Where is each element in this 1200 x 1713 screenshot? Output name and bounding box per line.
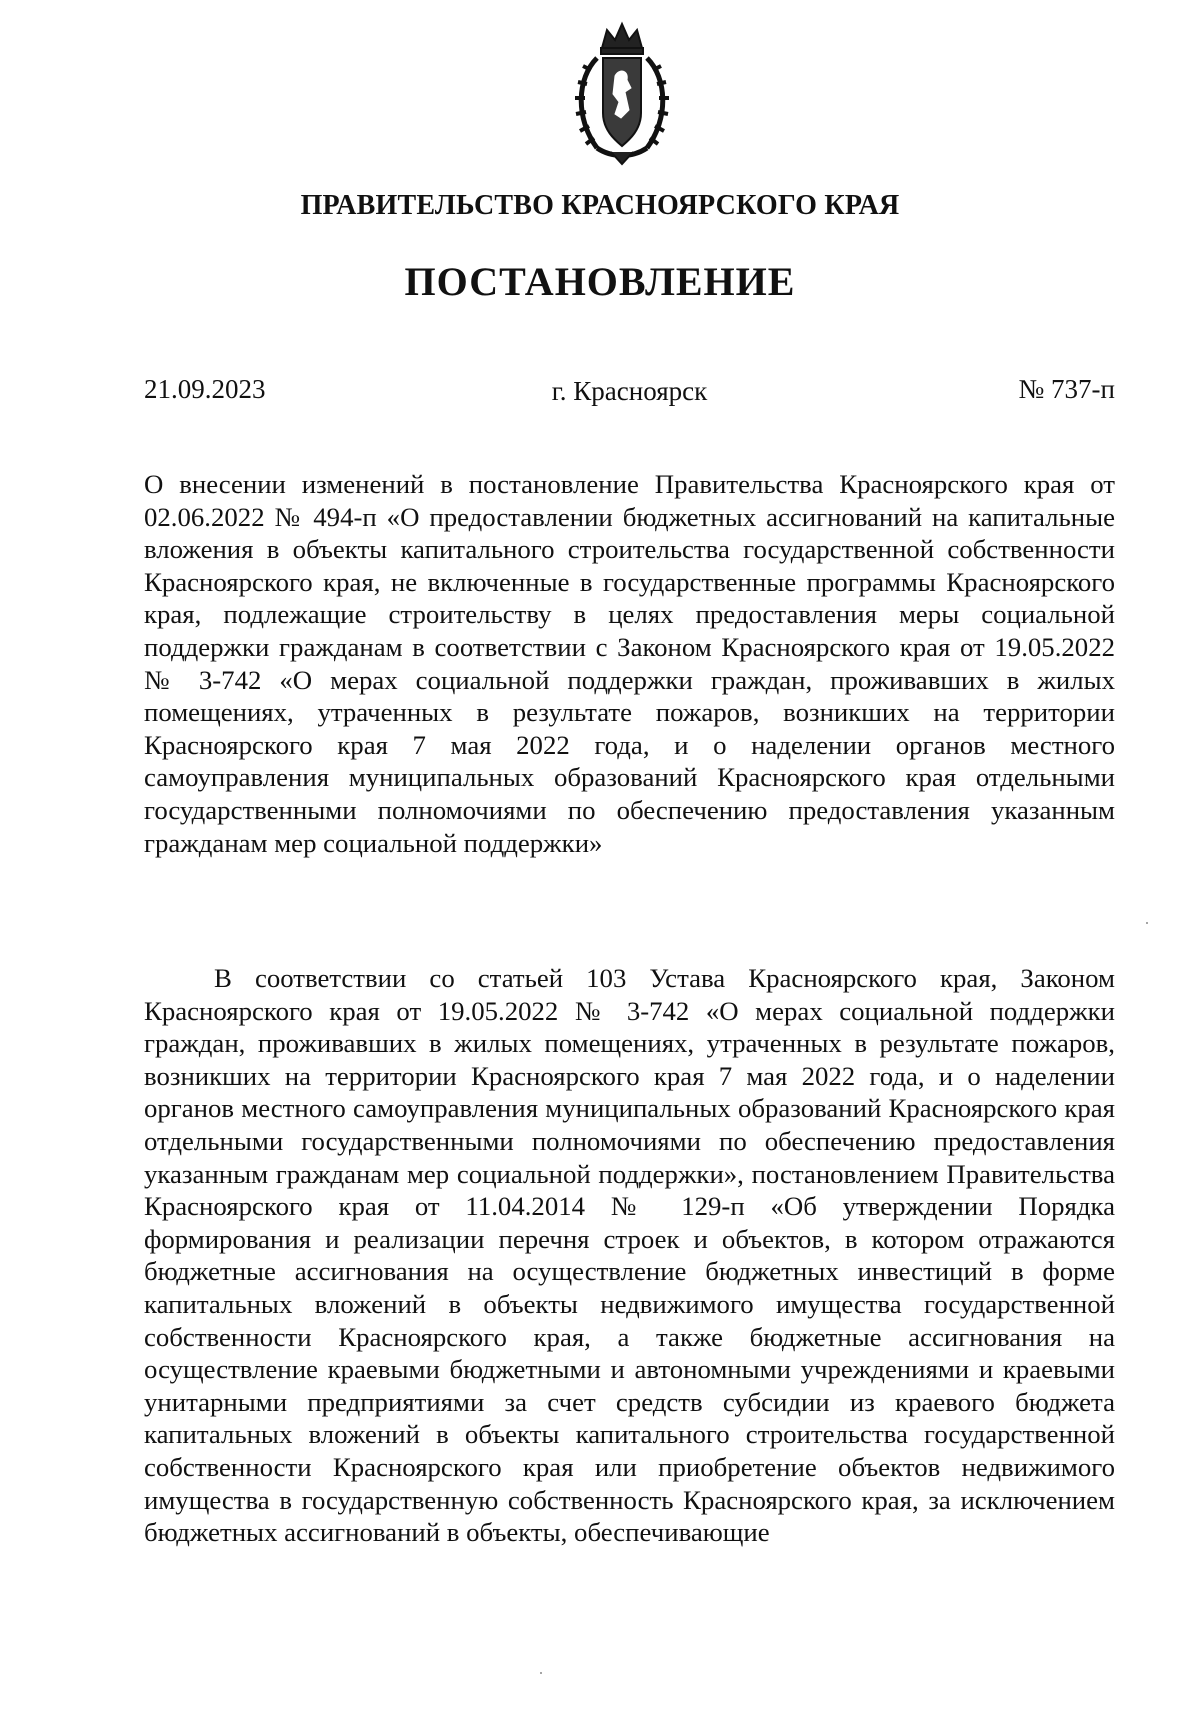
scan-speck (1146, 922, 1148, 924)
document-meta (144, 374, 1115, 414)
document-date: 21.09.2023 (144, 374, 266, 404)
document-body: В соответствии со статьей 103 Устава Красноярского края, Законом Красноярского края от 19.05.2022 № 3-742 «О мерах социальной поддержки граждан, проживавших в жилых помещениях, утраченных в результате пожаров, возникших на территории Красноярского края 7 мая 2022 года, и о наделении органов местного самоуправления муниципальных образований Красноярского края отдельными государственными полномочиями по обеспечению предоставления указанным гражданам мер социальной поддержки», постановлением Правительства Красноярского края от 11.04.2014 № 129-п «Об утверждении Порядка формирования и реализации перечня строек и объектов, в котором отражаются бюджетные ассигнования на осуществление бюджетных инвестиций в форме капитальных вложений в объекты недвижимого имущества государственной собственности Красноярского края, а также бюджетные ассигнования на осуществление краевыми бюджетными и автономными учреждениями и краевыми унитарными предприятиями за счет средств субсидии из краевого бюджета капитальных вложений в объекты капитального строительства государственной собственности Красноярского края или приобретение объектов недвижимого имущества в государственную собственность Красноярского края, за исключением бюджетных ассигнований в объекты, обеспечивающие (144, 963, 1115, 1548)
document-number: № 737-п (1018, 374, 1115, 404)
document-title: О внесении изменений в постановление Правительства Красноярского края от 02.06.2022 № 494-п «О предоставлении бюджетных ассигнований на капитальные вложения в объекты капитального строительства государственной собственности Красноярского края, не включенные в государственные программы Красноярского края, подлежащие строительству в целях предоставления меры социальной поддержки гражданам в соответствии с Законом Красноярского края от 19.05.2022 № 3-742 «О мерах социальной поддержки граждан, проживавших в жилых помещениях, утраченных в результате пожаров, возникших на территории Красноярского края 7 мая 2022 года, и о наделении органов местного самоуправления муниципальных образований Красноярского края отдельными государственными полномочиями по обеспечению предоставления указанным гражданам мер социальной поддержки» (144, 469, 1115, 858)
document-city: г. Красноярск (551, 376, 708, 406)
organization-name: ПРАВИТЕЛЬСТВО КРАСНОЯРСКОГО КРАЯ (300, 190, 900, 221)
document-type: ПОСТАНОВЛЕНИЕ (404, 259, 796, 304)
scan-speck (540, 1672, 542, 1674)
coat-of-arms-icon (567, 18, 677, 168)
